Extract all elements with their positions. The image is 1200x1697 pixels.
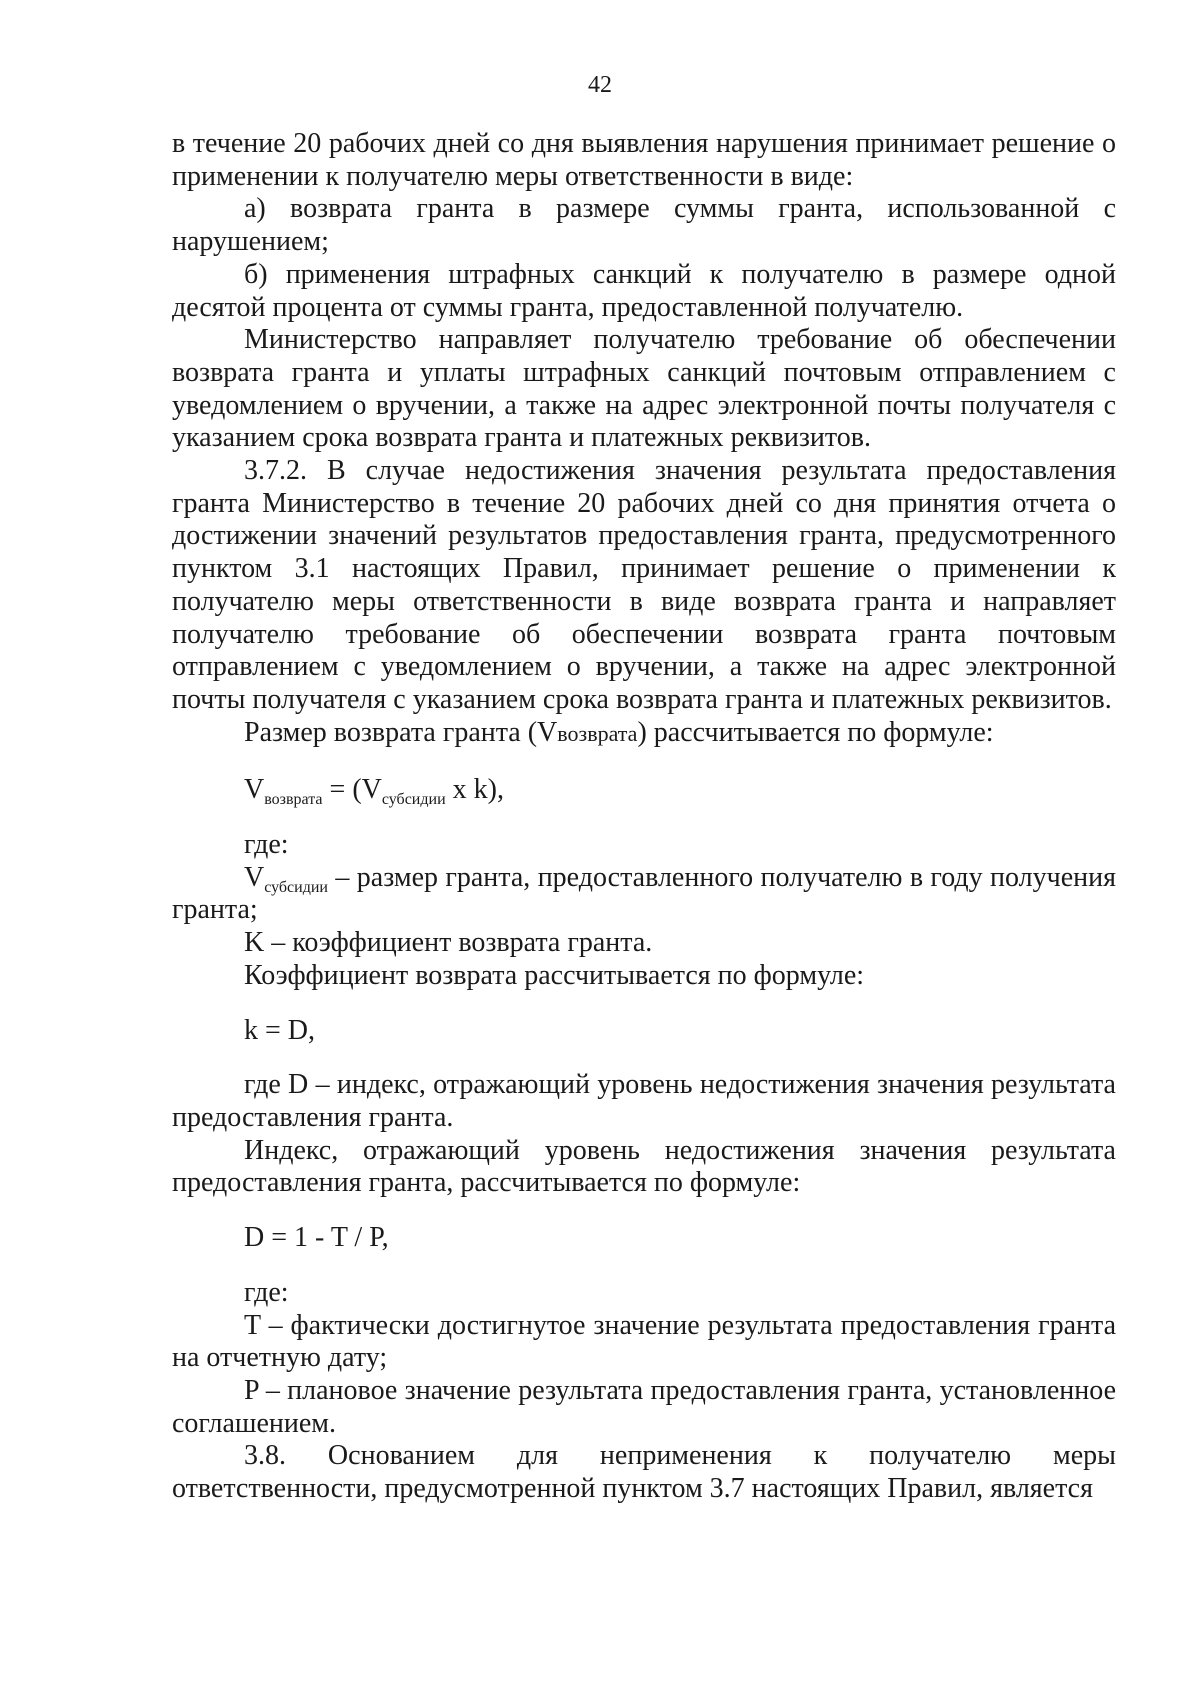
definition-d: где D – индекс, отражающий уровень недостижения значения результата предоставления гранта. [172,1069,1116,1133]
formula-return [244,774,1116,807]
formula-subsidy-sub: субсидии [381,791,446,809]
formula-return-tail: x k), [445,774,504,806]
definition-k: K – коэффициент возврата гранта. [244,927,653,959]
return-size-end: ) рассчитывается по формуле: [637,716,994,748]
formula-k: k = D, [244,1014,316,1046]
document-body [172,128,1116,1506]
paragraph-ministry-request: Министерство направляет получателю требование об обеспечении возврата гранта и уплаты штрафных санкций почтовым отправлением с уведомлением о вручении, а также на адрес электронной почты получателя с указанием срока возврата гранта и платежных реквизитов. [172,324,1116,454]
definition-v-sub: субсидии [264,878,328,896]
paragraph-index: Индекс, отражающий уровень недостижения значения результата предоставления гранта, рассчитывается по формуле: [172,1134,1116,1199]
formula-return-v: V [244,774,265,806]
definition-t: T – фактически достигнутое значение результата предоставления гранта на отчетную дату; [172,1309,1116,1374]
paragraph-item-b: б) применения штрафных санкций к получателю в размере одной десятой процента от суммы гранта, предоставленной получателю. [172,258,1116,323]
definition-p: P – плановое значение результата предоставления гранта, установленное соглашением. [172,1374,1116,1439]
return-size-sub: возврата [557,720,638,746]
page-number: 42 [588,72,612,98]
formula-return-sub: возврата [264,791,323,809]
return-size-start: Размер возврата гранта (V [244,716,558,748]
where-label-1: где: [244,829,289,861]
paragraph-decision: в течение 20 рабочих дней со дня выявления нарушения принимает решение о применении к получателю меры ответственности в виде: [172,128,1116,192]
paragraph-3-7-2: 3.7.2. В случае недостижения значения результата предоставления гранта Министерство в течение 20 рабочих дней со дня принятия отчета о достижении значений результатов предоставления гранта, предусмотренного пунктом 3.1 настоящих Правил, принимает решение о применении к получателю меры ответственности в виде возврата гранта и направляет получателю требование об обеспечении возврата гранта почтовым отправлением с уведомлением о вручении, а также на адрес электронной почты получателя с указанием срока возврата гранта и платежных реквизитов. [172,455,1116,715]
where-label-2: где: [244,1276,289,1308]
paragraph-coefficient: Коэффициент возврата рассчитывается по формуле: [244,959,865,991]
definition-v: V [244,861,265,893]
paragraph-3-8: 3.8. Основанием для неприменения к получателю меры ответственности, предусмотренной пунктом 3.7 настоящих Правил, является [172,1440,1116,1505]
definition-v-text: – размер гранта, предоставленного получателю в году получения гранта; [172,861,1116,926]
paragraph-item-a: а) возврата гранта в размере суммы гранта, использованной с нарушением; [172,193,1116,258]
definition-v-subsidy [172,862,1116,927]
paragraph-return-size [172,717,1116,751]
formula-return-eq: = (V [322,774,382,806]
formula-d: D = 1 - T / P, [244,1222,389,1254]
